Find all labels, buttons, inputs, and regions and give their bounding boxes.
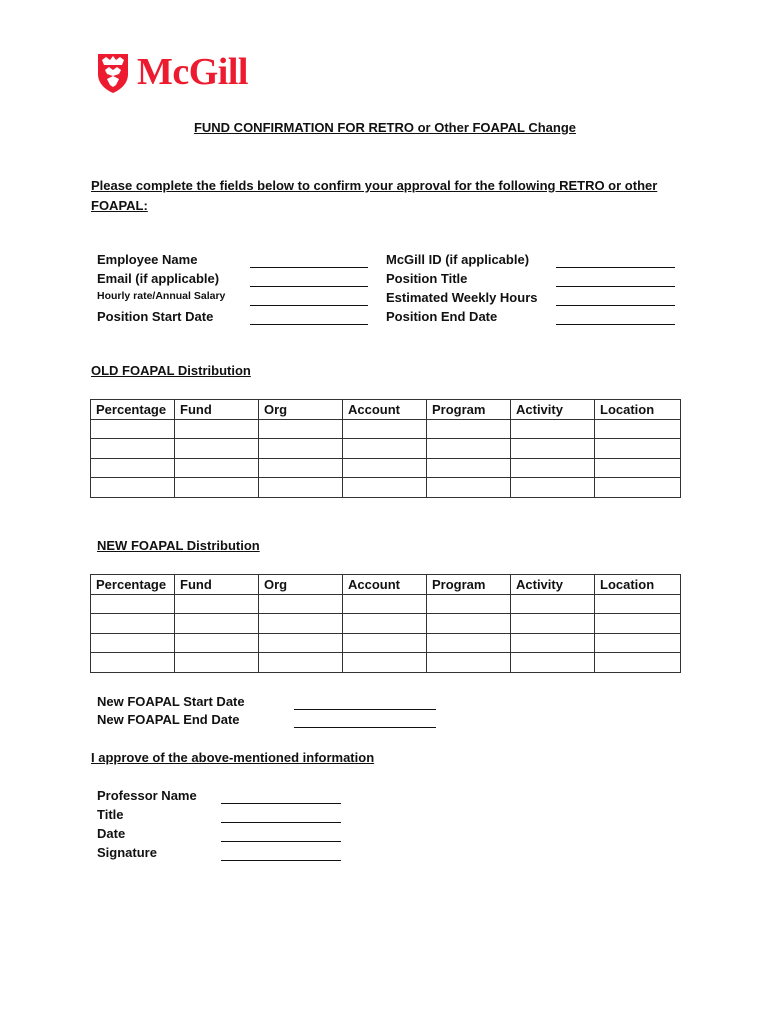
table-cell[interactable] — [427, 633, 511, 653]
hourly-rate-field[interactable] — [250, 305, 368, 306]
table-cell[interactable] — [343, 614, 427, 634]
table-cell[interactable] — [427, 653, 511, 673]
signature-field[interactable] — [221, 860, 341, 861]
table-cell[interactable] — [91, 653, 175, 673]
column-header-location: Location — [595, 575, 681, 595]
table-cell[interactable] — [175, 633, 259, 653]
table-header-row — [91, 575, 681, 595]
table-cell[interactable] — [595, 653, 681, 673]
table-cell[interactable] — [343, 419, 427, 439]
table-cell[interactable] — [511, 439, 595, 459]
table-cell[interactable] — [91, 458, 175, 478]
column-header-percentage: Percentage — [91, 400, 175, 420]
column-header-org: Org — [259, 575, 343, 595]
table-cell[interactable] — [343, 653, 427, 673]
table-cell[interactable] — [175, 439, 259, 459]
old-foapal-table — [90, 399, 681, 498]
table-cell[interactable] — [343, 633, 427, 653]
table-cell[interactable] — [427, 439, 511, 459]
hourly-rate-label: Hourly rate/Annual Salary — [97, 290, 226, 302]
table-cell[interactable] — [511, 653, 595, 673]
table-cell[interactable] — [511, 633, 595, 653]
table-cell[interactable] — [175, 419, 259, 439]
new-foapal-heading: NEW FOAPAL Distribution — [97, 538, 260, 553]
table-cell[interactable] — [175, 594, 259, 614]
weekly-hours-field[interactable] — [556, 305, 675, 306]
table-row — [91, 614, 681, 634]
weekly-hours-label: Estimated Weekly Hours — [386, 290, 538, 305]
mcgill-id-field[interactable] — [556, 267, 675, 268]
position-start-date-label: Position Start Date — [97, 309, 214, 324]
position-title-label: Position Title — [386, 271, 468, 286]
column-header-program: Program — [427, 400, 511, 420]
table-cell[interactable] — [511, 614, 595, 634]
email-label: Email (if applicable) — [97, 271, 220, 286]
mcgill-logo — [96, 52, 266, 96]
column-header-activity: Activity — [511, 400, 595, 420]
approval-heading: I approve of the above-mentioned information — [91, 750, 375, 765]
table-cell[interactable] — [175, 458, 259, 478]
approval-date-field[interactable] — [221, 841, 341, 842]
table-cell[interactable] — [343, 458, 427, 478]
table-cell[interactable] — [343, 439, 427, 459]
new-foapal-start-date-label: New FOAPAL Start Date — [97, 694, 245, 709]
table-header-row — [91, 400, 681, 420]
table-cell[interactable] — [511, 458, 595, 478]
table-cell[interactable] — [511, 594, 595, 614]
table-cell[interactable] — [595, 594, 681, 614]
table-cell[interactable] — [427, 478, 511, 498]
table-cell[interactable] — [511, 478, 595, 498]
table-cell[interactable] — [595, 478, 681, 498]
table-row — [91, 439, 681, 459]
position-start-date-field[interactable] — [250, 324, 368, 325]
email-field[interactable] — [250, 286, 368, 287]
professor-name-label: Professor Name — [97, 788, 197, 803]
form-intro: Please complete the fields below to confirm your approval for the following RETRO or other FOAPAL: — [91, 178, 658, 213]
table-cell[interactable] — [511, 419, 595, 439]
table-row — [91, 633, 681, 653]
professor-title-field[interactable] — [221, 822, 341, 823]
logo-wordmark: McGill — [137, 51, 248, 93]
signature-label: Signature — [97, 845, 157, 860]
table-cell[interactable] — [91, 594, 175, 614]
new-foapal-end-date-label: New FOAPAL End Date — [97, 712, 240, 727]
table-cell[interactable] — [259, 594, 343, 614]
table-cell[interactable] — [259, 478, 343, 498]
table-row — [91, 594, 681, 614]
table-cell[interactable] — [595, 419, 681, 439]
table-cell[interactable] — [427, 614, 511, 634]
column-header-org: Org — [259, 400, 343, 420]
column-header-activity: Activity — [511, 575, 595, 595]
table-cell[interactable] — [595, 458, 681, 478]
table-cell[interactable] — [343, 594, 427, 614]
table-row — [91, 653, 681, 673]
table-cell[interactable] — [427, 594, 511, 614]
position-end-date-label: Position End Date — [386, 309, 498, 324]
mcgill-crest-icon — [96, 52, 130, 94]
new-foapal-table — [90, 574, 681, 673]
table-cell[interactable] — [427, 458, 511, 478]
table-cell[interactable] — [595, 439, 681, 459]
table-cell[interactable] — [595, 633, 681, 653]
table-cell[interactable] — [175, 653, 259, 673]
table-cell[interactable] — [427, 419, 511, 439]
approval-date-label: Date — [97, 826, 126, 841]
column-header-fund: Fund — [175, 400, 259, 420]
old-foapal-heading: OLD FOAPAL Distribution — [91, 363, 251, 378]
column-header-program: Program — [427, 575, 511, 595]
table-cell[interactable] — [175, 478, 259, 498]
column-header-account: Account — [343, 575, 427, 595]
table-cell[interactable] — [91, 419, 175, 439]
employee-name-label: Employee Name — [97, 252, 198, 267]
employee-name-field[interactable] — [250, 267, 368, 268]
mcgill-id-label: McGill ID (if applicable) — [386, 252, 530, 267]
position-title-field[interactable] — [556, 286, 675, 287]
column-header-location: Location — [595, 400, 681, 420]
table-row — [91, 478, 681, 498]
table-cell[interactable] — [595, 614, 681, 634]
new-foapal-end-date-field[interactable] — [294, 727, 436, 728]
column-header-account: Account — [343, 400, 427, 420]
position-end-date-field[interactable] — [556, 324, 675, 325]
table-cell[interactable] — [91, 633, 175, 653]
table-row — [91, 419, 681, 439]
table-cell[interactable] — [343, 478, 427, 498]
table-cell[interactable] — [91, 478, 175, 498]
professor-title-label: Title — [97, 807, 124, 822]
table-cell[interactable] — [91, 439, 175, 459]
table-cell[interactable] — [259, 458, 343, 478]
new-foapal-start-date-field[interactable] — [294, 709, 436, 710]
table-cell[interactable] — [259, 633, 343, 653]
form-title: FUND CONFIRMATION FOR RETRO or Other FOAPAL Change — [193, 120, 577, 135]
table-cell[interactable] — [259, 653, 343, 673]
table-cell[interactable] — [259, 419, 343, 439]
table-cell[interactable] — [259, 439, 343, 459]
table-cell[interactable] — [259, 614, 343, 634]
column-header-percentage: Percentage — [91, 575, 175, 595]
professor-name-field[interactable] — [221, 803, 341, 804]
table-row — [91, 458, 681, 478]
table-cell[interactable] — [91, 614, 175, 634]
table-cell[interactable] — [175, 614, 259, 634]
column-header-fund: Fund — [175, 575, 259, 595]
